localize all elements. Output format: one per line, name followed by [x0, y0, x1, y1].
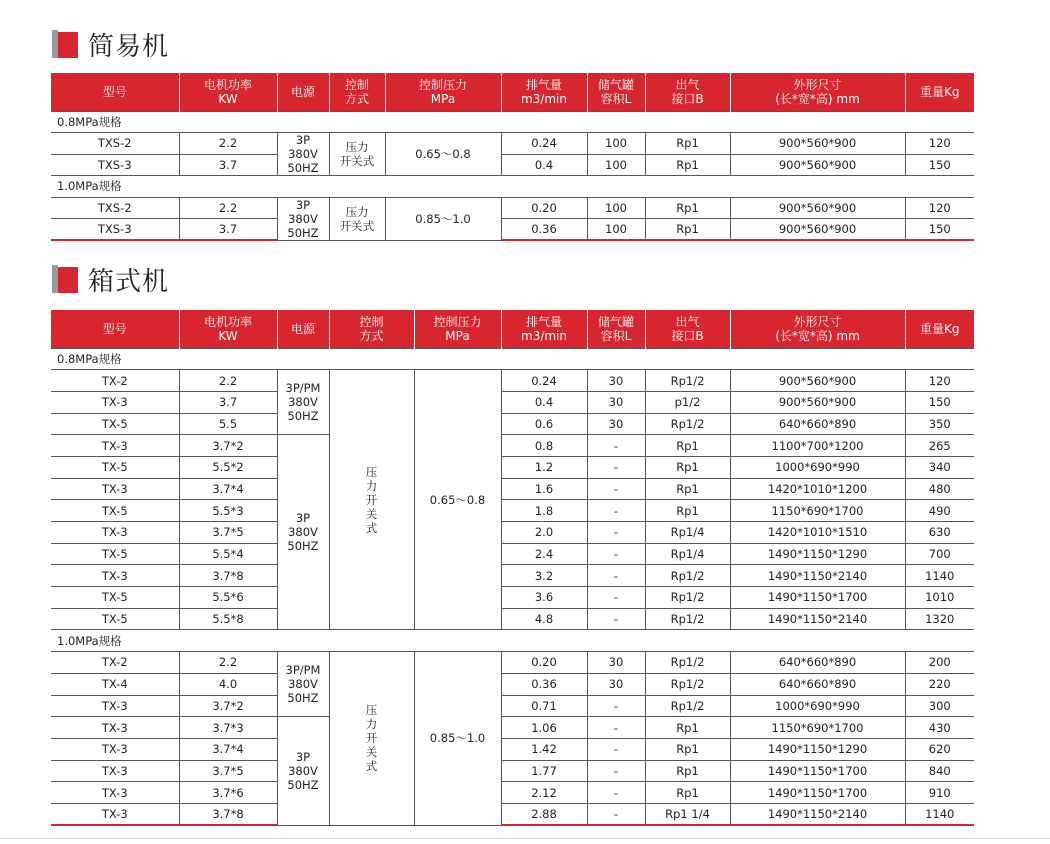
cell-model: TXS-3 — [51, 154, 179, 176]
cell-tank: - — [587, 565, 645, 587]
table-row — [51, 717, 974, 739]
table-row — [51, 782, 974, 804]
cell-power: 5.5 — [179, 413, 277, 435]
cell-model: TX-3 — [51, 717, 179, 739]
cell-tank: 30 — [587, 673, 645, 695]
cell-model: TX-3 — [51, 565, 179, 587]
cell-model: TX-3 — [51, 478, 179, 500]
cell-size: 1490*1150*2140 — [730, 565, 905, 587]
cell-tank: 100 — [587, 133, 645, 155]
title-marker-icon — [52, 30, 78, 58]
cell-power: 3.7*8 — [179, 803, 277, 825]
cell-model: TXS-3 — [51, 219, 179, 241]
cell-flow: 0.20 — [501, 652, 587, 674]
cell-tank: - — [587, 738, 645, 760]
table-row — [51, 154, 974, 176]
cell-tank: - — [587, 478, 645, 500]
group-label: 0.8MPa规格 — [51, 111, 974, 133]
title-marker-icon — [52, 265, 78, 293]
cell-tank: 30 — [587, 413, 645, 435]
cell-weight: 220 — [905, 673, 974, 695]
cell-size: 1490*1150*1700 — [730, 587, 905, 609]
cell-size: 1490*1150*1700 — [730, 782, 905, 804]
cell-size: 1150*690*1700 — [730, 717, 905, 739]
table-row — [51, 565, 974, 587]
cell-model: TX-5 — [51, 608, 179, 630]
cell-weight: 150 — [905, 391, 974, 413]
header-weight: 重量Kg — [905, 73, 974, 111]
cell-size: 1490*1150*1700 — [730, 760, 905, 782]
cell-tank: - — [587, 587, 645, 609]
cell-power: 2.2 — [179, 197, 277, 219]
table-row — [51, 803, 974, 825]
section-title-text: 箱式机 — [88, 266, 170, 297]
header-weight: 重量Kg — [905, 310, 974, 348]
header-flow: 排气量 m3/min — [501, 310, 587, 348]
cell-weight: 1010 — [905, 587, 974, 609]
cell-supply: 3P 380V 50HZ — [277, 435, 329, 630]
control-text: 压力开关式 — [365, 464, 378, 535]
cell-model: TXS-2 — [51, 197, 179, 219]
cell-model: TX-3 — [51, 435, 179, 457]
cell-weight: 1140 — [905, 803, 974, 825]
cell-weight: 120 — [905, 370, 974, 392]
cell-flow: 0.20 — [501, 197, 587, 219]
cell-power: 5.5*4 — [179, 543, 277, 565]
cell-weight: 265 — [905, 435, 974, 457]
cell-model: TX-3 — [51, 391, 179, 413]
cell-flow: 0.4 — [501, 391, 587, 413]
table-row — [51, 478, 974, 500]
table-row — [51, 608, 974, 630]
cell-supply: 3P 380V 50HZ — [277, 133, 329, 176]
cell-flow: 0.24 — [501, 370, 587, 392]
cell-tank: 100 — [587, 154, 645, 176]
cell-power: 3.7*3 — [179, 717, 277, 739]
section-title-text: 简易机 — [88, 31, 170, 62]
cell-model: TX-3 — [51, 760, 179, 782]
cell-pressure: 0.65～0.8 — [385, 133, 501, 176]
cell-supply: 3P 380V 50HZ — [277, 197, 329, 240]
cell-model: TX-4 — [51, 673, 179, 695]
cell-size: 1150*690*1700 — [730, 500, 905, 522]
cell-model: TX-3 — [51, 738, 179, 760]
cell-model: TX-2 — [51, 370, 179, 392]
cell-power: 2.2 — [179, 370, 277, 392]
cell-size: 900*560*900 — [730, 133, 905, 155]
cell-outlet: Rp1 — [645, 738, 730, 760]
cell-flow: 0.6 — [501, 413, 587, 435]
cell-outlet: Rp1/2 — [645, 695, 730, 717]
cell-flow: 0.8 — [501, 435, 587, 457]
cell-power: 3.7*4 — [179, 738, 277, 760]
cell-tank: - — [587, 695, 645, 717]
cell-power: 3.7*2 — [179, 695, 277, 717]
cell-size: 1420*1010*1510 — [730, 522, 905, 544]
box-spec-table — [51, 310, 974, 826]
cell-power: 3.7*5 — [179, 522, 277, 544]
cell-control: 压力 开关式 — [329, 197, 385, 240]
cell-flow: 3.2 — [501, 565, 587, 587]
cell-weight: 200 — [905, 652, 974, 674]
cell-weight: 1320 — [905, 608, 974, 630]
header-size: 外形尺寸 (长*宽*高) mm — [730, 73, 905, 111]
cell-tank: 100 — [587, 219, 645, 241]
cell-control — [329, 652, 414, 826]
cell-outlet: Rp1 — [645, 154, 730, 176]
cell-power: 4.0 — [179, 673, 277, 695]
cell-size: 900*560*900 — [730, 219, 905, 241]
group-label: 1.0MPa规格 — [51, 630, 974, 652]
cell-outlet: Rp1 — [645, 500, 730, 522]
cell-power: 3.7*2 — [179, 435, 277, 457]
cell-power: 3.7 — [179, 391, 277, 413]
cell-power: 3.7*6 — [179, 782, 277, 804]
cell-weight: 910 — [905, 782, 974, 804]
simple-spec-table — [51, 73, 974, 241]
cell-model: TX-5 — [51, 587, 179, 609]
table-row — [51, 435, 974, 457]
cell-supply: 3P/PM 380V 50HZ — [277, 370, 329, 435]
cell-weight: 480 — [905, 478, 974, 500]
cell-power: 2.2 — [179, 133, 277, 155]
header-tank: 储气罐 容积L — [587, 73, 645, 111]
cell-model: TX-2 — [51, 652, 179, 674]
cell-supply: 3P 380V 50HZ — [277, 717, 329, 825]
cell-flow: 1.8 — [501, 500, 587, 522]
cell-outlet: Rp1 — [645, 760, 730, 782]
table-row — [51, 522, 974, 544]
header-power: 电机功率 KW — [179, 310, 277, 348]
cell-flow: 1.06 — [501, 717, 587, 739]
cell-power: 3.7*8 — [179, 565, 277, 587]
group-label-row — [51, 348, 974, 370]
cell-outlet: Rp1/4 — [645, 543, 730, 565]
cell-outlet: Rp1/2 — [645, 652, 730, 674]
group-label-row — [51, 176, 974, 198]
cell-weight: 120 — [905, 133, 974, 155]
header-model: 型号 — [51, 310, 179, 348]
cell-flow: 2.12 — [501, 782, 587, 804]
table-row — [51, 587, 974, 609]
cell-size: 1490*1150*1290 — [730, 543, 905, 565]
cell-model: TX-5 — [51, 413, 179, 435]
cell-outlet: Rp1 1/4 — [645, 803, 730, 825]
header-control: 控制 方式 — [329, 310, 414, 348]
cell-outlet: Rp1/2 — [645, 673, 730, 695]
cell-model: TX-3 — [51, 695, 179, 717]
section-title-box — [52, 262, 169, 296]
table-row — [51, 652, 974, 674]
table-row — [51, 738, 974, 760]
group-label-row — [51, 111, 974, 133]
cell-flow: 0.4 — [501, 154, 587, 176]
cell-control — [329, 370, 414, 630]
cell-tank: - — [587, 717, 645, 739]
table-row — [51, 673, 974, 695]
cell-flow: 4.8 — [501, 608, 587, 630]
cell-flow: 0.71 — [501, 695, 587, 717]
cell-outlet: Rp1/2 — [645, 413, 730, 435]
table-header-row — [51, 73, 974, 111]
table-row — [51, 456, 974, 478]
cell-supply: 3P/PM 380V 50HZ — [277, 652, 329, 717]
table-row — [51, 500, 974, 522]
cell-flow: 1.77 — [501, 760, 587, 782]
cell-outlet: Rp1/2 — [645, 565, 730, 587]
cell-outlet: Rp1 — [645, 435, 730, 457]
cell-flow: 0.36 — [501, 673, 587, 695]
cell-power: 3.7 — [179, 219, 277, 241]
cell-size: 640*660*890 — [730, 673, 905, 695]
cell-power: 3.7*5 — [179, 760, 277, 782]
cell-size: 900*560*900 — [730, 370, 905, 392]
table-row — [51, 370, 974, 392]
cell-outlet: Rp1 — [645, 219, 730, 241]
header-outlet: 出气 接口B — [645, 310, 730, 348]
cell-tank: - — [587, 522, 645, 544]
cell-outlet: Rp1 — [645, 197, 730, 219]
cell-weight: 840 — [905, 760, 974, 782]
cell-power: 3.7*4 — [179, 478, 277, 500]
cell-outlet: Rp1 — [645, 782, 730, 804]
cell-control: 压力 开关式 — [329, 133, 385, 176]
cell-size: 900*560*900 — [730, 391, 905, 413]
header-size: 外形尺寸 (长*宽*高) mm — [730, 310, 905, 348]
table-row — [51, 219, 974, 241]
cell-pressure: 0.85～1.0 — [414, 652, 501, 826]
cell-size: 640*660*890 — [730, 652, 905, 674]
cell-weight: 150 — [905, 219, 974, 241]
cell-weight: 300 — [905, 695, 974, 717]
cell-outlet: Rp1 — [645, 478, 730, 500]
cell-tank: - — [587, 456, 645, 478]
cell-power: 5.5*8 — [179, 608, 277, 630]
cell-flow: 2.0 — [501, 522, 587, 544]
cell-tank: - — [587, 500, 645, 522]
cell-model: TX-3 — [51, 803, 179, 825]
header-pressure: 控制压力 MPa — [414, 310, 501, 348]
cell-outlet: p1/2 — [645, 391, 730, 413]
cell-flow: 0.24 — [501, 133, 587, 155]
cell-flow: 2.88 — [501, 803, 587, 825]
header-flow: 排气量 m3/min — [501, 73, 587, 111]
cell-power: 5.5*3 — [179, 500, 277, 522]
cell-pressure: 0.85～1.0 — [385, 197, 501, 240]
cell-pressure: 0.65～0.8 — [414, 370, 501, 630]
cell-tank: - — [587, 803, 645, 825]
cell-tank: 100 — [587, 197, 645, 219]
cell-power: 3.7 — [179, 154, 277, 176]
cell-model: TX-3 — [51, 522, 179, 544]
header-control: 控制 方式 — [329, 73, 385, 111]
cell-model: TX-5 — [51, 456, 179, 478]
cell-tank: - — [587, 608, 645, 630]
cell-tank: 30 — [587, 370, 645, 392]
table-row — [51, 695, 974, 717]
cell-power: 5.5*6 — [179, 587, 277, 609]
cell-tank: - — [587, 782, 645, 804]
cell-tank: - — [587, 435, 645, 457]
cell-model: TXS-2 — [51, 133, 179, 155]
cell-flow: 3.6 — [501, 587, 587, 609]
cell-tank: 30 — [587, 652, 645, 674]
header-supply: 电源 — [277, 310, 329, 348]
table-row — [51, 543, 974, 565]
cell-flow: 1.6 — [501, 478, 587, 500]
cell-weight: 340 — [905, 456, 974, 478]
cell-weight: 150 — [905, 154, 974, 176]
cell-weight: 630 — [905, 522, 974, 544]
cell-size: 1490*1150*2140 — [730, 803, 905, 825]
cell-flow: 2.4 — [501, 543, 587, 565]
header-model: 型号 — [51, 73, 179, 111]
cell-weight: 350 — [905, 413, 974, 435]
cell-size: 900*560*900 — [730, 154, 905, 176]
table-row — [51, 197, 974, 219]
cell-size: 1100*700*1200 — [730, 435, 905, 457]
header-pressure: 控制压力 MPa — [385, 73, 501, 111]
cell-outlet: Rp1/2 — [645, 608, 730, 630]
table-row — [51, 391, 974, 413]
header-power: 电机功率 KW — [179, 73, 277, 111]
cell-power: 2.2 — [179, 652, 277, 674]
table-header-row — [51, 310, 974, 348]
cell-weight: 700 — [905, 543, 974, 565]
group-label: 0.8MPa规格 — [51, 348, 974, 370]
cell-size: 1420*1010*1200 — [730, 478, 905, 500]
cell-tank: - — [587, 760, 645, 782]
cell-weight: 620 — [905, 738, 974, 760]
cell-model: TX-5 — [51, 500, 179, 522]
cell-flow: 0.36 — [501, 219, 587, 241]
cell-outlet: Rp1/4 — [645, 522, 730, 544]
cell-outlet: Rp1/2 — [645, 587, 730, 609]
table-row — [51, 133, 974, 155]
cell-weight: 120 — [905, 197, 974, 219]
cell-weight: 430 — [905, 717, 974, 739]
group-label: 1.0MPa规格 — [51, 176, 974, 198]
cell-flow: 1.42 — [501, 738, 587, 760]
cell-weight: 1140 — [905, 565, 974, 587]
control-text: 压力开关式 — [365, 703, 378, 774]
bottom-divider — [0, 838, 1050, 839]
cell-power: 5.5*2 — [179, 456, 277, 478]
cell-model: TX-5 — [51, 543, 179, 565]
cell-tank: - — [587, 543, 645, 565]
cell-size: 900*560*900 — [730, 197, 905, 219]
group-label-row — [51, 630, 974, 652]
cell-outlet: Rp1 — [645, 133, 730, 155]
header-outlet: 出气 接口B — [645, 73, 730, 111]
cell-weight: 490 — [905, 500, 974, 522]
cell-outlet: Rp1/2 — [645, 370, 730, 392]
cell-size: 1000*690*990 — [730, 456, 905, 478]
section-title-simple — [52, 27, 169, 61]
cell-size: 1000*690*990 — [730, 695, 905, 717]
cell-flow: 1.2 — [501, 456, 587, 478]
header-supply: 电源 — [277, 73, 329, 111]
cell-size: 1490*1150*2140 — [730, 608, 905, 630]
table-row — [51, 413, 974, 435]
cell-size: 1490*1150*1290 — [730, 738, 905, 760]
table-row — [51, 760, 974, 782]
cell-size: 640*660*890 — [730, 413, 905, 435]
cell-tank: 30 — [587, 391, 645, 413]
cell-outlet: Rp1 — [645, 717, 730, 739]
cell-outlet: Rp1 — [645, 456, 730, 478]
header-tank: 储气罐 容积L — [587, 310, 645, 348]
cell-model: TX-3 — [51, 782, 179, 804]
